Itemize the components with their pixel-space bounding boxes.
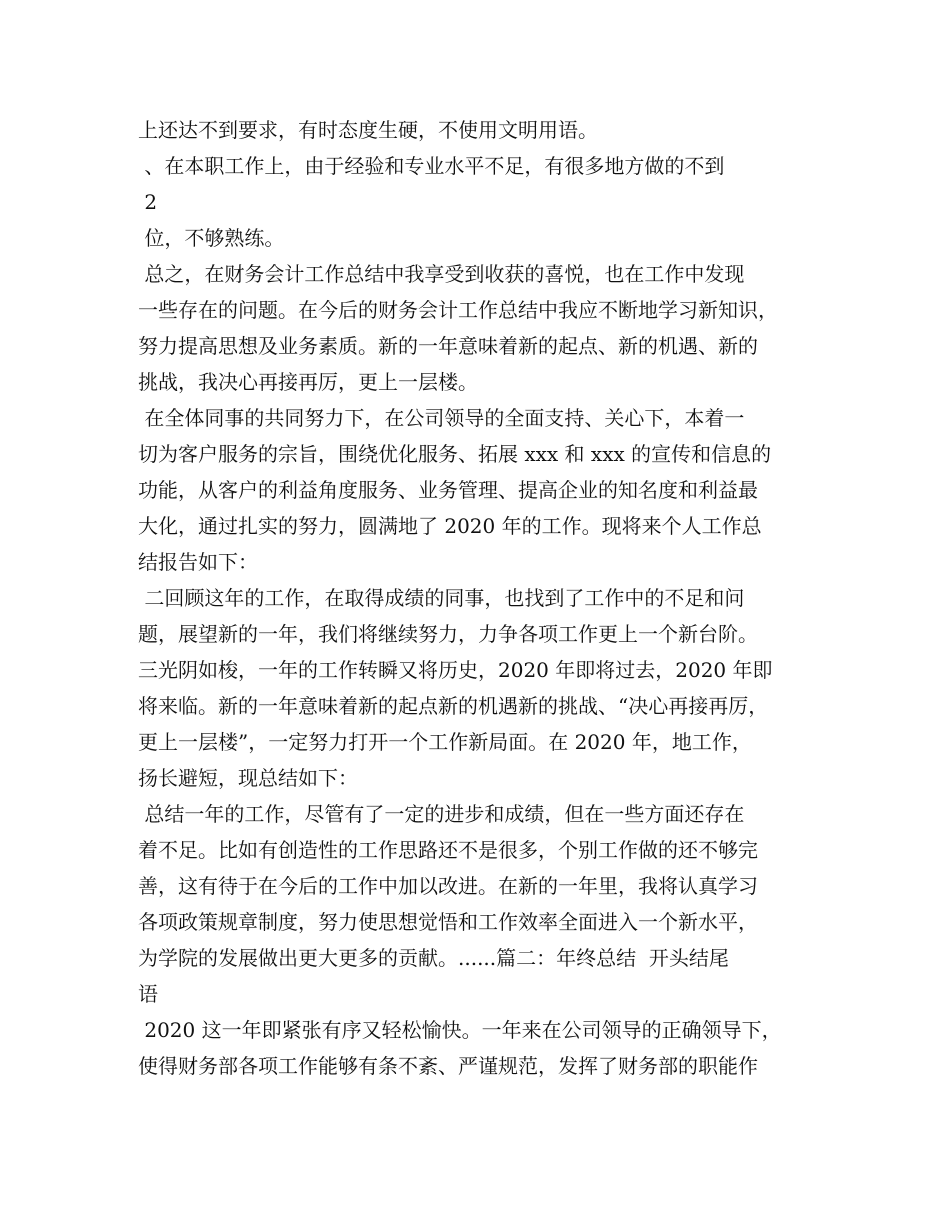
text-line: 使得财务部各项工作能够有条不紊、严谨规范，发挥了财务部的职能作: [138, 1054, 758, 1078]
text-line: 在全体同事的共同努力下，在公司领导的全面支持、关心下，本着一: [138, 406, 745, 430]
text-line: 上还达不到要求，有时态度生硬，不使用文明用语。: [138, 118, 598, 142]
text-line: 扬长避短，现总结如下：: [138, 766, 358, 790]
text-line: 大化，通过扎实的努力，圆满地了 2020 年的工作。现将来个人工作总: [138, 514, 762, 538]
text-line: 更上一层楼”，一定努力打开一个工作新局面。在 2020 年，地工作，: [138, 730, 752, 754]
text-line: 语: [138, 982, 158, 1006]
text-line: 着不足。比如有创造性的工作思路还不是很多，个别工作做的还不够完: [138, 838, 758, 862]
text-line: 一些存在的问题。在今后的财务会计工作总结中我应不断地学习新知识，: [138, 298, 778, 322]
text-line: 结报告如下：: [138, 550, 258, 574]
text-line: 二回顾这年的工作，在取得成绩的同事，也找到了工作中的不足和问: [138, 586, 745, 610]
text-line: 三光阴如梭，一年的工作转瞬又将历史，2020 年即将过去，2020 年即: [138, 658, 773, 682]
text-line: 位，不够熟练。: [138, 226, 285, 250]
text-line: 善，这有待于在今后的工作中加以改进。在新的一年里，我将认真学习: [138, 874, 758, 898]
text-line: 为学院的发展做出更大更多的贡献。......篇二：年终总结 开头结尾: [138, 946, 729, 970]
text-line: 总结一年的工作，尽管有了一定的进步和成绩，但在一些方面还存在: [138, 802, 745, 826]
text-line: 功能，从客户的利益角度服务、业务管理、提高企业的知名度和利益最: [138, 478, 758, 502]
text-line: 2020 这一年即紧张有序又轻松愉快。一年来在公司领导的正确领导下，: [138, 1018, 782, 1042]
text-line: 挑战，我决心再接再厉，更上一层楼。: [138, 370, 478, 394]
text-line: 、在本职工作上，由于经验和专业水平不足，有很多地方做的不到: [138, 154, 725, 178]
text-line: 切为客户服务的宗旨，围绕优化服务、拓展 xxx 和 xxx 的宣传和信息的: [138, 442, 772, 466]
text-line: 各项政策规章制度，努力使思想觉悟和工作效率全面进入一个新水平，: [138, 910, 758, 934]
text-line: 努力提高思想及业务素质。新的一年意味着新的起点、新的机遇、新的: [138, 334, 758, 358]
text-line: 2: [138, 190, 158, 214]
text-line: 总之，在财务会计工作总结中我享受到收获的喜悦，也在工作中发现: [138, 262, 745, 286]
text-line: 将来临。新的一年意味着新的起点新的机遇新的挑战、“决心再接再厉，: [138, 694, 769, 718]
text-line: 题，展望新的一年，我们将继续努力，力争各项工作更上一个新台阶。: [138, 622, 758, 646]
